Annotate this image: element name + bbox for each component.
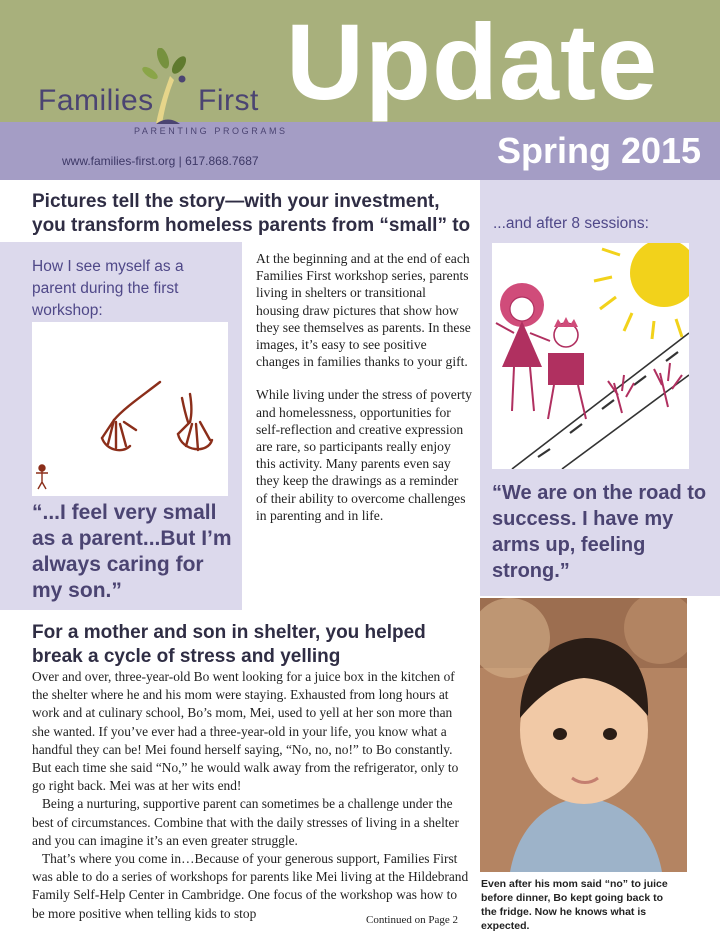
article-paragraph: That’s where you come in…Because of your generous support, Families First was able to do a series of workshops for parents like Mei living at the Hildebrand Family Self-Help Center in Cambridge. One focus of the workshop was how to be more positive when telling kids to stop [32,851,469,921]
newsletter-title: Update [286,1,659,122]
before-caption: How I see myself as a parent during the first workshop: [32,258,184,319]
before-quote: “...I feel very small as a parent...But I’m always caring for my son.” [32,501,232,602]
headline-pictures: Pictures tell the story—with your investment, you transform homeless parents from “small” to [32,191,471,236]
after-drawing [492,243,689,469]
headline-mother-son: For a mother and son in shelter, you helped break a cycle of stress and yelling [32,622,426,667]
child-portrait-icon [480,598,687,872]
child-photo [480,598,687,872]
intro-paragraph: While living under the stress of poverty and homelessness, opportunities for self-reflection and creative expression are rare, so participants really enjoy this activity. Many parents even say they keep the drawings as a reminder of their ability to overcome challenges in parenting and in life. [256,387,472,523]
intro-paragraph: At the beginning and at the end of each Families First workshop series, parents living in shelters or transitional housing draw pictures that show how they see themselves as parents. In these images, it’s easy to see positive changes in families thanks to your gift. [256,251,471,370]
brand-name-part1: Families [38,84,154,117]
brand-name-part2: First [198,84,259,117]
contact-info[interactable]: www.families-first.org | 617.868.7687 [62,154,259,168]
strong-family-drawing-icon [492,243,689,469]
after-quote: “We are on the road to success. I have my arms up, feeling strong.” [492,482,707,582]
intro-text [256,250,472,540]
continued-link[interactable]: Continued on Page 2 [366,914,458,926]
brand-subtitle: PARENTING PROGRAMS [134,126,288,136]
article-paragraph: Being a nurturing, supportive parent can sometimes be a challenge under the best of circumstances. Combine that with the daily stresses of living in a shelter and you can imagine it’s an even greater struggle. [32,796,459,848]
article-body [32,668,470,923]
issue-date: Spring 2015 [497,130,702,171]
article-paragraph: Over and over, three-year-old Bo went looking for a juice box in the kitchen of the shelter where he and his mom were staying. Exhausted from long hours at work and at culinary school, Bo’s mom, Mei, used to yell at her son more than she wanted. If you’ve ever had a three-year-old in your life, you know what a handful they can be! Mei found herself saying, “No, no, no!” to Bo constantly. But each time she said “No,” he would walk away from the refrigerator, only to go right back. Mei was at her wits end! [32,669,459,794]
small-parent-drawing-icon [32,322,228,496]
after-caption: ...and after 8 sessions: [493,215,649,232]
photo-caption: Even after his mom said “no” to juice before dinner, Bo kept going back to the fridge. Now he knows what is expected. [481,878,668,932]
before-drawing [32,322,228,496]
